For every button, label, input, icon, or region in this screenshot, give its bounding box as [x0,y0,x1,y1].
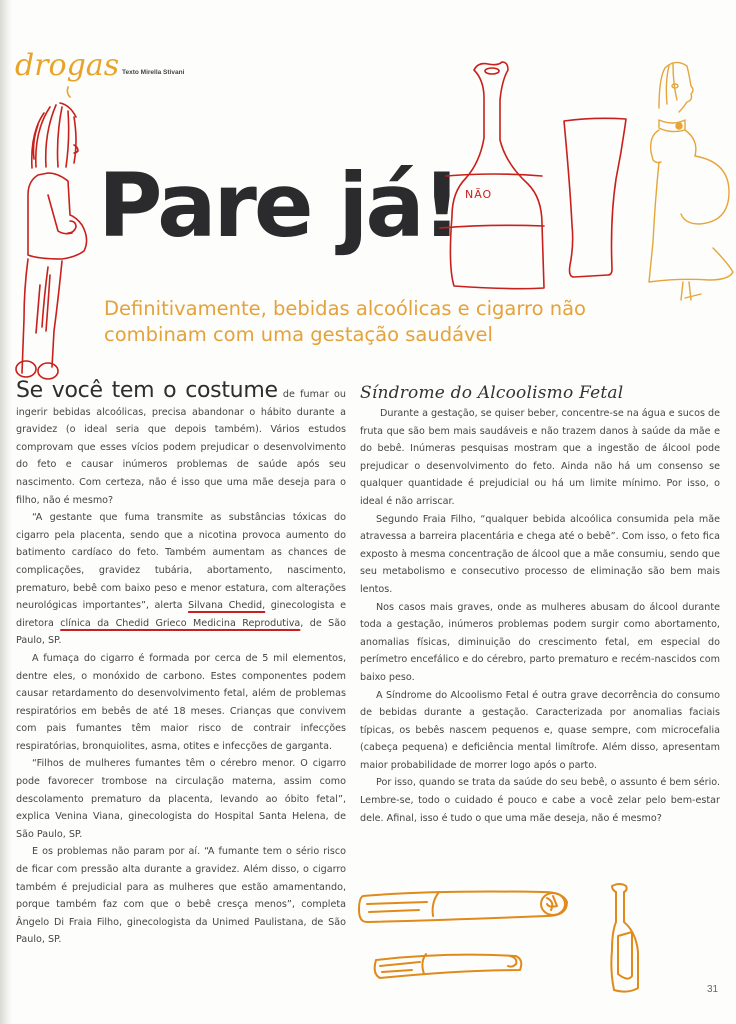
bottle-label: NÃO [465,188,493,201]
glass-illustration [560,115,630,280]
paragraph-text: , de São Paulo, SP. [16,617,346,647]
article-paragraph: “Filhos de mulheres fumantes têm o cérebro menor. O cigarro pode favorecer trombose na circulação materna, assim como descolamento prematuro da placenta, levando ao óbito fetal”, explica Venina Viana, ginecologista do Hospital Santa Helena, de São Paulo, SP. [16,758,346,840]
pregnant-woman-red-illustration [4,85,104,385]
page-number: 31 [707,984,719,995]
sidebar-paragraph: Durante a gestação, se quiser beber, concentre-se na água e sucos de fruta que são bem mais saudáveis e não trazem danos à saúde da mãe e do bebê. Inúmeras pesquisas mostram que a ingestão de álcool pode prejudicar o desenvolvimento do feto. Ainda não há um consenso se qualquer quantidade é prejudicial ou há um limite mínimo. Por isso, o ideal é não arriscar. [360,408,720,507]
byline: Texto Mirella Stivani [122,69,185,76]
sidebar-paragraph: Por isso, quando se trata da saúde do seu bebê, o assunto é bem sério. Lembre-se, todo o cuidado é pouco e cabe a você zelar pelo bem-estar dele. Afinal, isso é tudo o que uma mãe deseja, não é mesmo? [360,777,720,824]
bottle-illustration [432,60,572,280]
sidebar-title: Síndrome do Alcoolismo Fetal [360,383,624,403]
paragraph-text: de fumar ou ingerir bebidas alcoólicas, precisa abandonar o hábito durante a gravidez (o ideal seria que depois também). Vários estudos comprovam que esses vícios podem prejudicar o desenvolvimento do feto e causar inúmeros problemas de saúde após seu nascimento. Com certeza, não é isso que uma mãe deseja para o filho, não é mesmo? [16,389,347,506]
deck-subtitle: Definitivamente, bebidas alcoólicas e cigarro não combinam com uma gestação saudável [104,297,586,346]
link-clinica-chedid-grieco[interactable]: clínica da Chedid Grieco Medicina Reprodutiva [60,617,301,629]
sidebar-paragraph: Segundo Fraia Filho, “qualquer bebida alcoólica consumida pela mãe atravessa a barreira placentária e chega até o bebê”. Com isso, o feto fica exposto à mesma concentração de álcool que a mãe consumiu, sendo que seu metabolismo e consecutivo processo de eliminação são bem mais lentos. [360,513,720,595]
sidebar-paragraph: A Síndrome do Alcoolismo Fetal é outra grave decorrência do consumo de bebidas durante a gestação. Caracterizada por anomalias faciais típicas, os bebês nascem pequenos e, quase sempre, com microcefalia (cabeça pequena) e deficiência mental limítrofe. Além disso, apresentam maior probabilidade de morrer logo após o parto. [360,689,720,771]
lead-in: Se você tem o costume [16,378,278,403]
small-bottle-illustration [604,882,648,998]
sidebar-paragraph: Nos casos mais graves, onde as mulheres abusam do álcool durante toda a gestação, inúmeros problemas podem surgir como abortamento, anomalias físicas, diminuição do crescimento fetal, em especial do perímetro encefálico e do cérebro, parto prematuro e recém-nascidos com baixo peso. [360,601,720,683]
cigarette-short-illustration [370,944,530,980]
main-article [16,378,347,949]
paragraph-text: “A gestante que fuma transmite as substâncias tóxicas do cigarro pela placenta, sendo que a nicotina provoca aumento do batimento cardíaco do feto. Também aumentam as chances de complicações, gravidez tubária, abortamento, nascimento, prematuro, bebê com baixo peso e menor estatura, com alterações neurológicas importantes”, alerta [16,512,346,612]
article-paragraph: A fumaça do cigarro é formada por cerca de 5 mil elementos, dentre eles, o monóxido de carbono. Estes componentes podem causar retardamento do desenvolvimento fetal, além de problemas respiratórios em bebês de até 18 meses. Crianças que convivem com pais fumantes têm maior risco de contrair infecções respiratórias, bronquiolites, asma, otites e infecções de garganta. [16,652,346,752]
headline: Pare já! [98,154,459,257]
pregnant-woman-orange-illustration [645,58,736,308]
article-paragraph: E os problemas não param por aí. “A fumante tem o sério risco de ficar com pressão alta durante a gravidez. Além disso, o cigarro também é prejudicial para as mulheres que estão amamentando, porque também faz com que o bebê cresça menos”, completa Ângelo Di Fraia Filho, ginecologista da Unimed Paulistana, de São Paulo, SP. [16,846,346,946]
article-paragraph [16,378,347,509]
sidebar-box [360,383,720,827]
cigarette-long-illustration [355,884,575,924]
section-tag: drogas [15,48,120,83]
article-paragraph [16,509,346,650]
link-silvana-chedid[interactable]: Silvana Chedid, [188,600,266,612]
paragraph-text: ginecologista e diretora [16,600,346,629]
